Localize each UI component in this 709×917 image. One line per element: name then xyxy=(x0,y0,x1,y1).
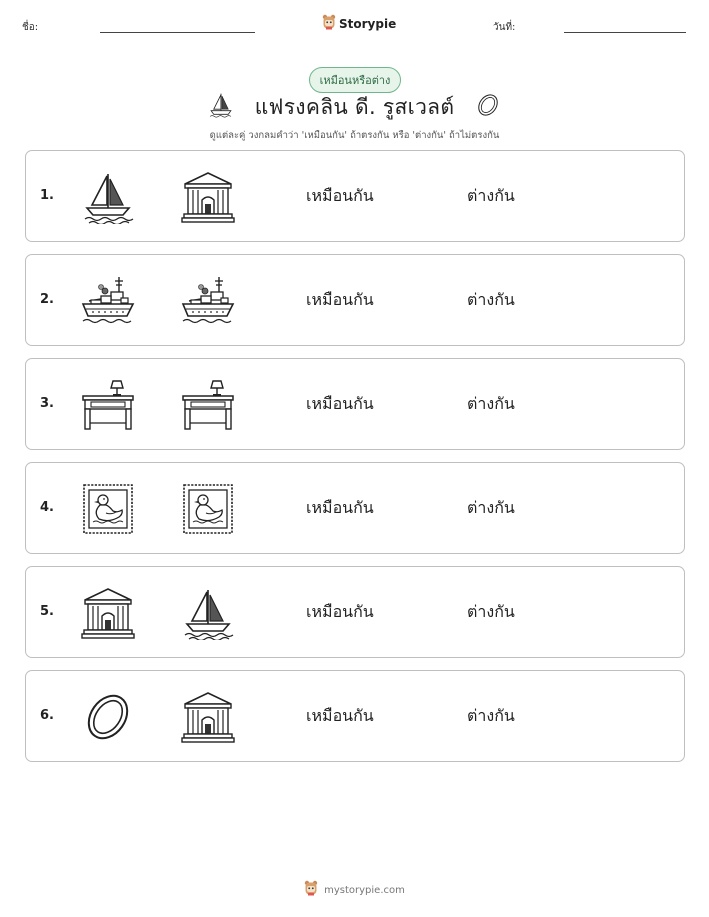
name-label: ชื่อ: xyxy=(22,22,39,33)
brand-name: Storypie xyxy=(339,17,397,31)
duck-stamp-icon xyxy=(81,482,135,536)
duck-stamp-icon xyxy=(181,482,235,536)
different-option[interactable]: ต่างกัน xyxy=(467,290,515,309)
date-label: วันที่: xyxy=(493,22,516,33)
question-row xyxy=(25,566,685,658)
question-number: 4. xyxy=(40,500,54,515)
sailboat-icon xyxy=(181,586,235,640)
date-line[interactable] xyxy=(564,32,686,33)
different-option[interactable]: ต่างกัน xyxy=(467,498,515,517)
different-option[interactable]: ต่างกัน xyxy=(467,394,515,413)
ring-icon xyxy=(474,91,502,123)
instruction-text: ดูแต่ละคู่ วงกลมคำว่า 'เหมือนกัน' ถ้าตรงกัน หรือ 'ต่างกัน' ถ้าไม่ตรงกัน xyxy=(209,130,500,141)
museum-building-icon xyxy=(81,586,135,640)
same-option[interactable]: เหมือนกัน xyxy=(306,290,374,309)
same-option[interactable]: เหมือนกัน xyxy=(306,394,374,413)
same-option[interactable]: เหมือนกัน xyxy=(306,602,374,621)
different-option[interactable]: ต่างกัน xyxy=(467,186,515,205)
question-number: 5. xyxy=(40,604,54,619)
storypie-logo-icon xyxy=(322,14,336,34)
title-row xyxy=(0,91,709,123)
different-option[interactable]: ต่างกัน xyxy=(467,706,515,725)
brand-logo xyxy=(322,14,396,34)
museum-building-icon xyxy=(181,690,235,744)
desk-lamp-icon xyxy=(81,378,135,432)
name-line[interactable] xyxy=(100,32,255,33)
question-number: 6. xyxy=(40,708,54,723)
battleship-icon xyxy=(81,274,135,328)
question-row xyxy=(25,358,685,450)
page-title: แฟรงคลิน ดี. รูสเวลต์ xyxy=(254,94,455,119)
desk-lamp-icon xyxy=(181,378,235,432)
sailboat-icon xyxy=(207,91,235,123)
sailboat-icon xyxy=(81,170,135,224)
same-option[interactable]: เหมือนกัน xyxy=(306,186,374,205)
question-row xyxy=(25,254,685,346)
battleship-icon xyxy=(181,274,235,328)
same-option[interactable]: เหมือนกัน xyxy=(306,706,374,725)
storypie-logo-icon xyxy=(304,880,318,900)
question-list xyxy=(25,150,685,774)
question-number: 3. xyxy=(40,396,54,411)
different-option[interactable]: ต่างกัน xyxy=(467,602,515,621)
question-row xyxy=(25,150,685,242)
museum-building-icon xyxy=(181,170,235,224)
question-row xyxy=(25,670,685,762)
question-row xyxy=(25,462,685,554)
ring-icon xyxy=(81,690,135,744)
question-number: 1. xyxy=(40,188,54,203)
footer xyxy=(0,880,709,900)
worksheet-type-badge: เหมือนหรือต่าง xyxy=(309,67,401,93)
question-number: 2. xyxy=(40,292,54,307)
footer-url: mystorypie.com xyxy=(324,884,405,896)
same-option[interactable]: เหมือนกัน xyxy=(306,498,374,517)
